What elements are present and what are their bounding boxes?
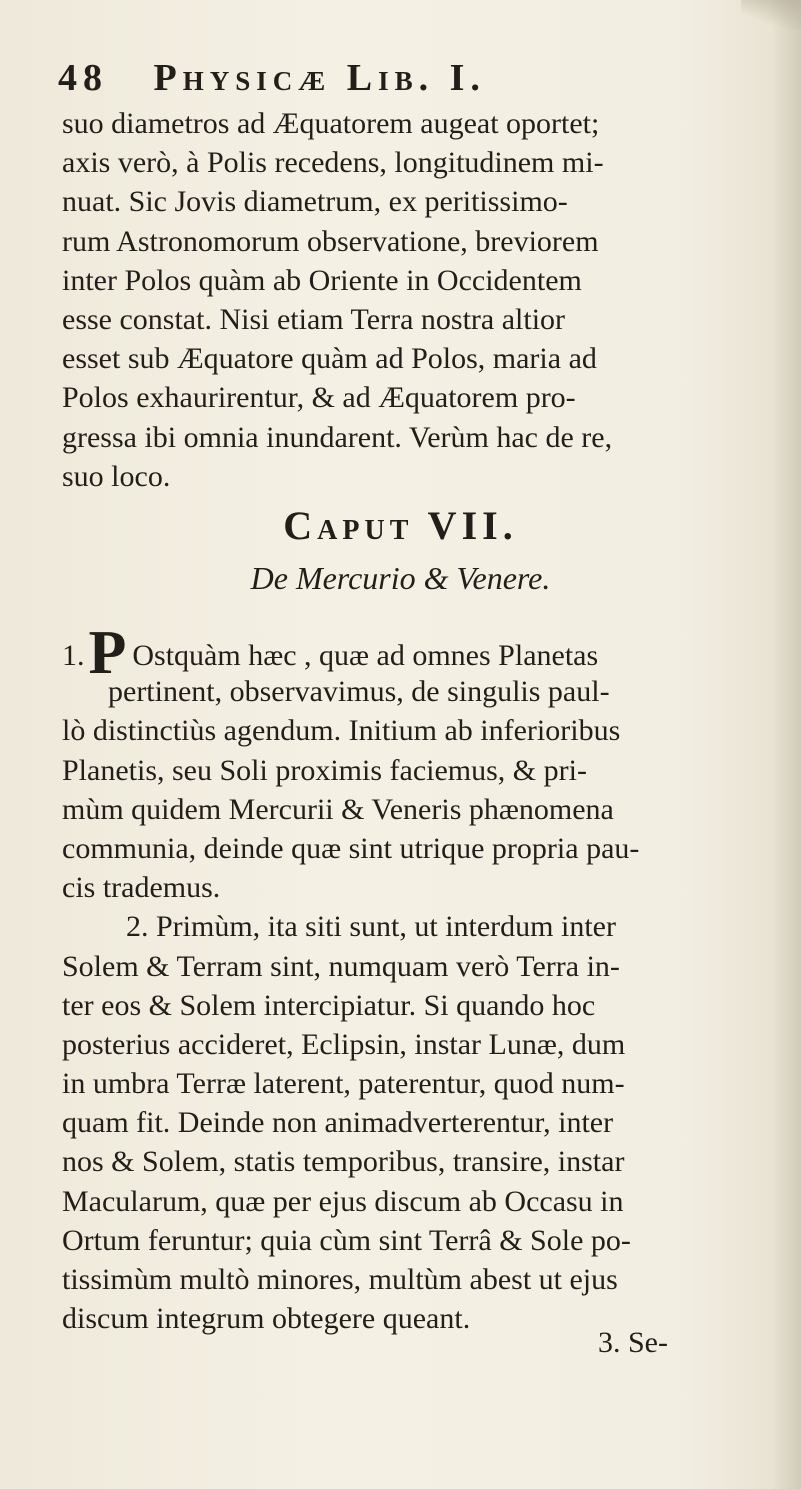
text-line: in umbra Terræ laterent, paterentur, quod num- (62, 1067, 625, 1101)
text-line: quam fit. Deinde non animadverterentur, inter (62, 1106, 614, 1140)
text-line: suo diametros ad Æquatorem augeat oportet; (62, 107, 600, 140)
section-number: 1. (62, 639, 85, 672)
text-line: mùm quidem Mercurii & Veneris phænomena (62, 792, 614, 826)
text-line: discum integrum obtegere queant. (62, 1302, 471, 1336)
text-line: Macularum, quæ per ejus discum ab Occasu in (62, 1184, 624, 1218)
text-line: Polos exhaurirentur, & ad Æquatorem pro- (62, 381, 576, 415)
text-line: lò distinctiùs agendum. Initium ab inferioribus (62, 714, 621, 748)
text-line: communia, deinde quæ sint utrique propria pau- (62, 831, 640, 865)
text-line: nuat. Sic Jovis diametrum, ex peritissimo- (62, 185, 568, 219)
text-line: rum Astronomorum observatione, breviorem (62, 224, 599, 258)
text-line: posterius accideret, Eclipsin, instar Lunæ, dum (62, 1027, 626, 1061)
text-line: esse constat. Nisi etiam Terra nostra altior (62, 302, 566, 336)
text-line: pertinent, observavimus, de singulis paul- (108, 675, 610, 709)
chapter-subtitle: De Mercurio & Venere. (250, 560, 551, 596)
page-edge-shadow (771, 0, 801, 1489)
chapter-heading: Caput VII. (283, 503, 518, 548)
text-line: tissimùm multò minores, multùm abest ut ejus (62, 1263, 618, 1296)
page-number: 48 (58, 57, 108, 99)
section-1-first-line (62, 619, 762, 687)
text-line: cis trademus. (62, 871, 221, 905)
drop-cap: P (88, 619, 127, 687)
text-line: Ortum feruntur; quia cùm sint Terrâ & Sole po- (62, 1223, 631, 1257)
text-line: esset sub Æquatore quàm ad Polos, maria ad (62, 342, 597, 376)
text-line: Solem & Terram sint, numquam verò Terra in- (62, 949, 620, 983)
running-header (58, 56, 758, 100)
chapter-body (62, 619, 762, 1338)
paragraph-top (62, 104, 762, 496)
catchword: 3. Se- (598, 1326, 668, 1359)
text-line: suo loco. (62, 459, 171, 493)
text-line: nos & Solem, statis temporibus, transire, instar (62, 1145, 625, 1179)
page-corner-wear (741, 0, 801, 30)
running-title: Physicæ Lib. I. (153, 57, 486, 99)
text-line: axis verò, à Polis recedens, longitudinem mi- (62, 146, 604, 180)
section-2-first-line: 2. Primùm, ita siti sunt, ut interdum inter (126, 910, 616, 944)
text-line: inter Polos quàm ab Oriente in Occidentem (62, 263, 582, 297)
text-line: ter eos & Solem intercipiatur. Si quando hoc (62, 988, 596, 1022)
text-line: Planetis, seu Soli proximis faciemus, & pri- (62, 753, 587, 787)
text-line: Ostquàm hæc , quæ ad omnes Planetas (132, 639, 599, 672)
text-line: gressa ibi omnia inundarent. Verùm hac de re, (62, 420, 613, 454)
